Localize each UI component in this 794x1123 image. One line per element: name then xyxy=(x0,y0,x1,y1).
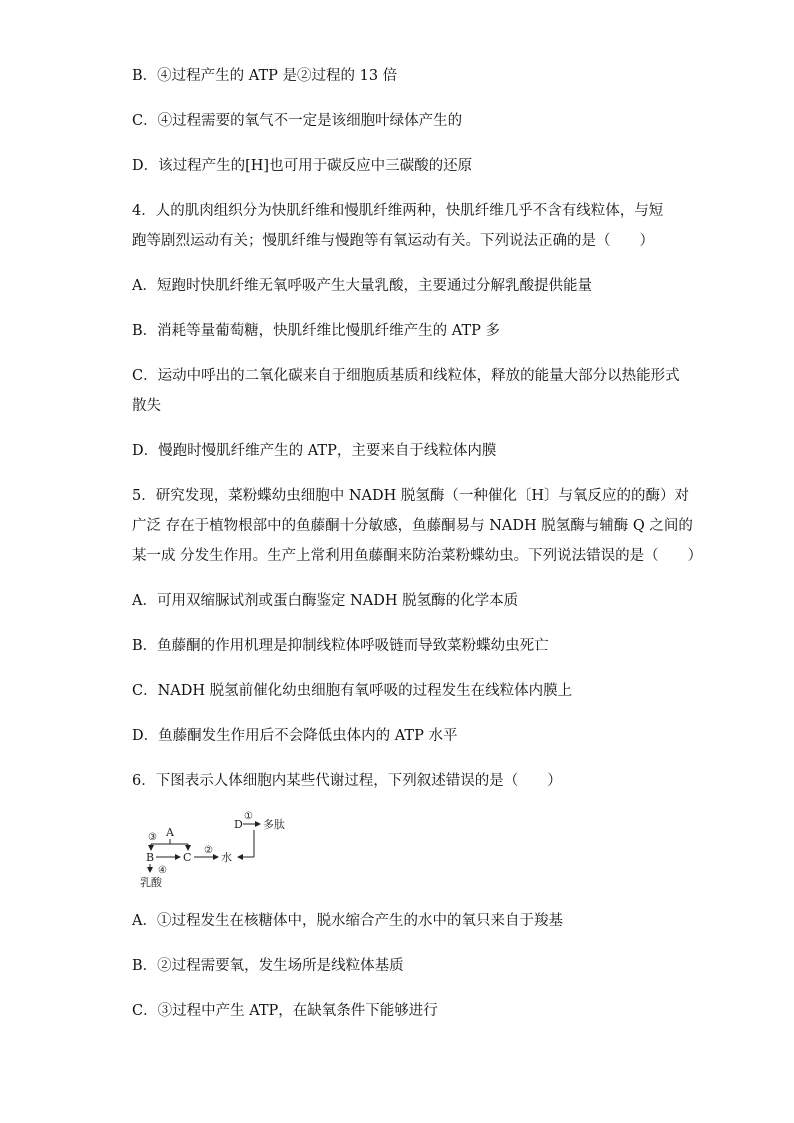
option-b-q5: B．鱼藤酮的作用机理是抑制线粒体呼吸链而导致菜粉蝶幼虫死亡 xyxy=(132,638,549,654)
option-c-q4-line-2: 散失 xyxy=(132,398,161,414)
step-2-label: ② xyxy=(204,845,213,856)
step-1-label: ① xyxy=(244,811,253,822)
product-lactate: 乳酸 xyxy=(140,876,162,889)
option-d-q4: D．慢跑时慢肌纤维产生的 ATP，主要来自于线粒体内膜 xyxy=(132,443,497,459)
option-a-q4: A．短跑时快肌纤维无氧呼吸产生大量乳酸，主要通过分解乳酸提供能量 xyxy=(132,278,592,294)
node-b: B xyxy=(146,851,155,864)
step-4-label: ④ xyxy=(158,865,167,876)
option-b-q3: B．④过程产生的 ATP 是②过程的 13 倍 xyxy=(132,68,398,84)
option-c-q4-line-1: C．运动中呼出的二氧化碳来自于细胞质基质和线粒体，释放的能量大部分以热能形式 xyxy=(132,368,680,384)
step-3-label: ③ xyxy=(148,832,157,843)
option-c-q6: C．③过程中产生 ATP，在缺氧条件下能够进行 xyxy=(132,1003,438,1019)
metabolism-diagram xyxy=(136,806,286,892)
option-a-q5: A．可用双缩脲试剂或蛋白酶鉴定 NADH 脱氢酶的化学本质 xyxy=(132,593,519,609)
product-peptide: 多肽 xyxy=(263,818,285,831)
question-4-line-1: 4．人的肌肉组织分为快肌纤维和慢肌纤维两种，快肌纤维几乎不含有线粒体，与短 xyxy=(132,203,664,219)
question-6: 6．下图表示人体细胞内某些代谢过程，下列叙述错误的是（ ） xyxy=(132,773,562,789)
option-b-q4: B．消耗等量葡萄糖，快肌纤维比慢肌纤维产生的 ATP 多 xyxy=(132,323,500,339)
option-b-q6: B．②过程需要氧，发生场所是线粒体基质 xyxy=(132,958,404,974)
option-c-q5: C．NADH 脱氢前催化幼虫细胞有氧呼吸的过程发生在线粒体内膜上 xyxy=(132,683,573,699)
question-4-line-2: 跑等剧烈运动有关；慢肌纤维与慢跑等有氧运动有关。下列说法正确的是（ ） xyxy=(132,233,654,249)
node-c: C xyxy=(183,851,192,864)
product-water: 水 xyxy=(221,851,232,864)
option-d-q3: D．该过程产生的[H]也可用于碳反应中三碳酸的还原 xyxy=(132,158,473,174)
option-a-q6: A．①过程发生在核糖体中，脱水缩合产生的水中的氧只来自于羧基 xyxy=(132,913,563,929)
option-c-q3: C．④过程需要的氧气不一定是该细胞叶绿体产生的 xyxy=(132,113,463,129)
question-5-line-2: 广泛 存在于植物根部中的鱼藤酮十分敏感，鱼藤酮易与 NADH 脱氢酶与辅酶 Q 之间的 xyxy=(132,518,693,534)
node-d: D xyxy=(234,818,243,831)
node-a: A xyxy=(166,826,174,839)
question-5-line-3: 某一成 分发生作用。生产上常利用鱼藤酮来防治菜粉蝶幼虫。下列说法错误的是（ ） xyxy=(132,548,703,564)
question-5-line-1: 5．研究发现，菜粉蝶幼虫细胞中 NADH 脱氢酶（一种催化〔H〕与氧反应的的酶）对 xyxy=(132,488,690,504)
option-d-q5: D．鱼藤酮发生作用后不会降低虫体内的 ATP 水平 xyxy=(132,728,458,744)
